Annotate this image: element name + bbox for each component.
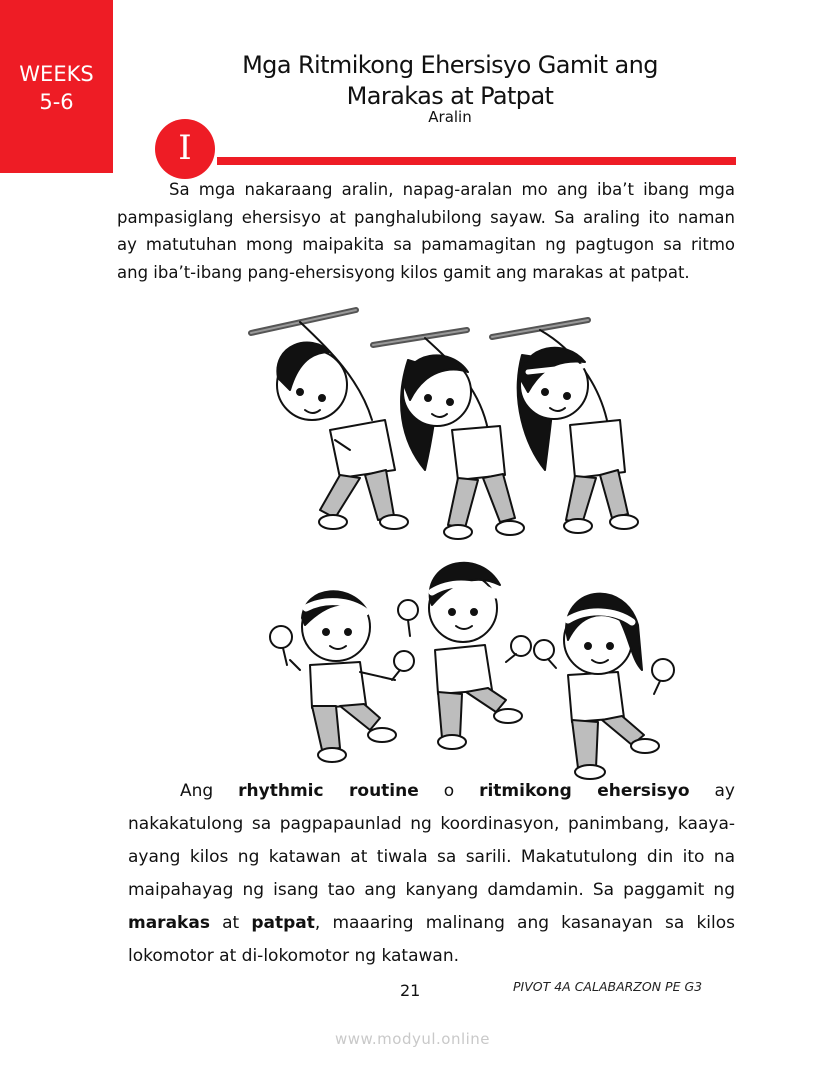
maraca: [652, 659, 674, 681]
body-text: ay nakakatulong sa pagpapaunlad ng koordinasyon, panimbang, kaaya-ayang kilos ng katawan at tiwala sa sarili. Makatutulong din ito na maipahayag ng isang tao ang kanyang damdamin. Sa paggamit ng: [128, 781, 735, 900]
maraca: [511, 636, 531, 656]
maraca: [398, 600, 418, 620]
body-text: Ang: [180, 781, 239, 801]
body-text: at: [209, 913, 252, 933]
term-ritmikong-ehersisyo: ritmikong ehersisyo: [479, 781, 690, 801]
child-with-stick-2: [373, 330, 524, 539]
child-with-stick-3: [492, 320, 638, 533]
footer-reference: PIVOT 4A CALABARZON PE G3: [513, 979, 703, 994]
title-line-1: Mga Ritmikong Ehersisyo Gamit ang: [242, 51, 658, 79]
maraca: [270, 626, 292, 648]
child-with-maracas-2: [398, 563, 531, 749]
term-rhythmic-routine: rhythmic routine: [238, 781, 419, 801]
body-text: , maaaring malinang ang kasanayan sa kilos lokomotor at di-lokomotor ng katawan.: [128, 913, 736, 966]
lesson-subtitle: Aralin: [428, 108, 472, 126]
maraca: [394, 651, 414, 671]
child-with-maracas-1: [270, 591, 414, 762]
maraca: [534, 640, 554, 660]
term-patpat: patpat: [251, 913, 315, 933]
intro-text: Sa mga nakaraang aralin, napag-aralan mo ang iba’t ibang mga pampasiglang ehersisyo at panghalubilong sayaw. Sa araling ito naman ay matutuhan mong maipakita sa pamamagitan ng pagtugon sa ritmo ang iba’t-ibang pang-ehersisyong kilos gamit ang marakas at patpat.: [117, 180, 735, 282]
weeks-label: WEEKS: [19, 62, 94, 86]
body-paragraph: [128, 775, 735, 973]
title-line-2: Marakas at Patpat: [346, 82, 554, 110]
section-marker: I: [155, 119, 215, 179]
page-number: 21: [400, 981, 421, 1000]
weeks-range: 5-6: [39, 90, 74, 114]
body-text: o: [418, 781, 480, 801]
watermark: www.modyul.online: [334, 1030, 491, 1048]
child-with-maracas-3: [534, 594, 674, 779]
term-marakas: marakas: [128, 913, 210, 933]
